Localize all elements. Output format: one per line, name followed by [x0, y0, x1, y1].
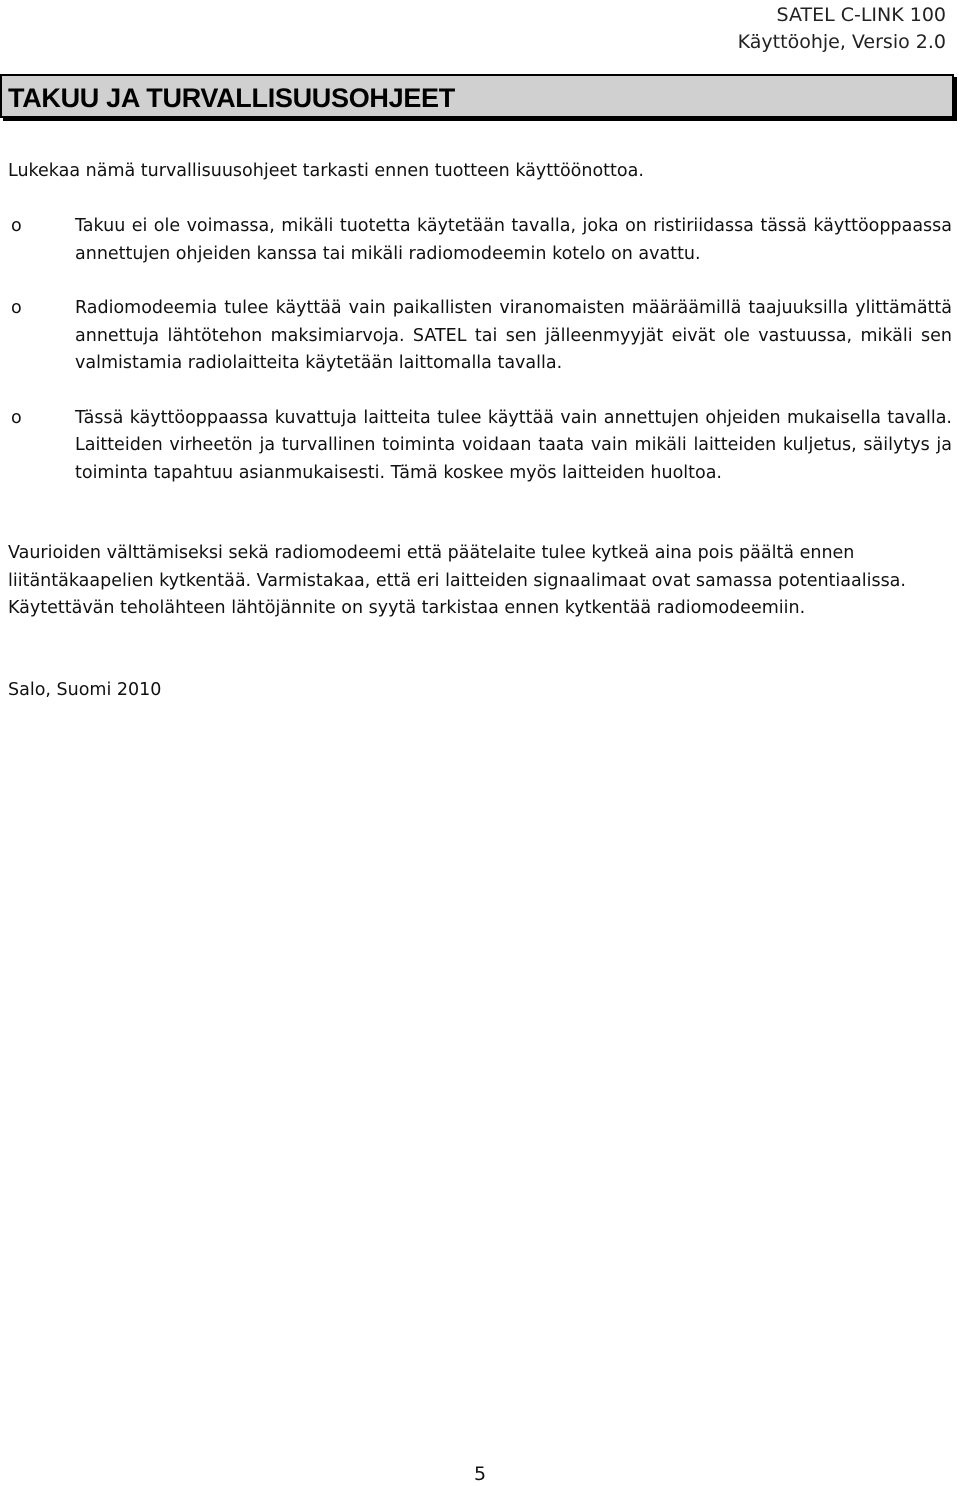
location-date: Salo, Suomi 2010 [8, 680, 162, 700]
warning-paragraph: Vaurioiden välttämiseksi sekä radiomodeemi että päätelaite tulee kytkeä aina pois päältä ennen liitäntäkaapelien kytkentää. Varmistakaa, että eri laitteiden signaalimaat ovat samassa potentiaalissa. Käytettävän teholähteen lähtöjännite on syytä tarkistaa ennen kytkentää radiomodeemiin. [8, 543, 906, 618]
bullet-marker: o [11, 407, 22, 428]
list-item-text: Tässä käyttöoppaassa kuvattuja laitteita tulee käyttää vain annettujen ohjeiden mukaisella tavalla. Laitteiden virheetön ja turvallinen toiminta voidaan taata vain mikäli laitteiden kuljetus, säilytys ja toiminta tapahtuu asianmukaisesti. Tämä koskee myös laitteiden huoltoa. [75, 407, 952, 483]
list-item [0, 405, 960, 488]
page-number: 5 [473, 1463, 487, 1485]
list-item [0, 295, 960, 378]
bullet-marker: o [11, 298, 22, 318]
list-item [0, 213, 960, 268]
bullet-marker: o [11, 216, 22, 236]
intro-paragraph: Lukekaa nämä turvallisuusohjeet tarkasti ennen tuotteen käyttöönottoa. [8, 161, 644, 181]
list-item-text: Takuu ei ole voimassa, mikäli tuotetta käytetään tavalla, joka on ristiriidassa tässä käyttöoppaassa annettujen ohjeiden kanssa tai mikäli radiomodeemin kotelo on avattu. [75, 216, 952, 264]
header-manual-version: Käyttöohje, Versio 2.0 [737, 31, 946, 53]
bullet-list [0, 213, 960, 514]
section-title: TAKUU JA TURVALLISUUSOHJEET [8, 83, 455, 113]
header-product: SATEL C-LINK 100 [776, 4, 946, 26]
section-title-box [0, 74, 954, 118]
list-item-text: Radiomodeemia tulee käyttää vain paikallisten viranomaisten määräämillä taajuuksilla ylittämättä annettuja lähtötehon maksimiarvoja. SATEL tai sen jälleenmyyjät eivät ole vastuussa, mikäli sen valmistamia radiolaitteita käytetään laittomalla tavalla. [75, 298, 952, 373]
page-header [738, 2, 946, 56]
